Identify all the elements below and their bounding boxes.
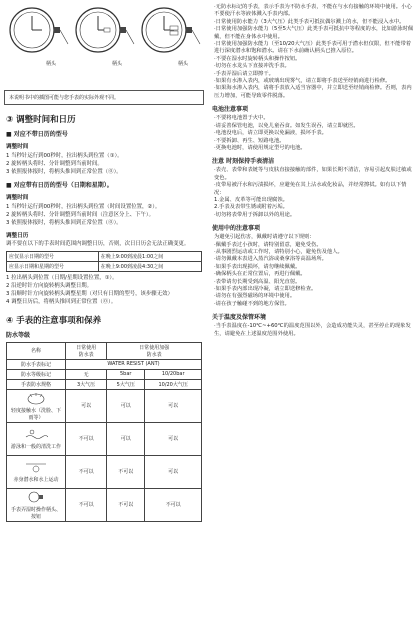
section-3-title: ③ 调整时间和日历 xyxy=(6,115,76,125)
water-note: ·不要在湿水时旋转柄头和操作按钮。 xyxy=(214,55,301,62)
table-row xyxy=(7,379,202,389)
water-note: ·无防水标记的手表，表示手表为不防水手表，不能在与水有接触的环境中使用。小心不要使汗水等液体溅入手表内部。 xyxy=(214,4,412,18)
table-cell: 应显示日期和星期的型号 xyxy=(7,261,99,271)
watch-illustrations xyxy=(4,4,204,88)
battery-note: ·请妥善保管电池，以免儿童吞食。如发生误吞，请立即就医。 xyxy=(214,122,359,129)
table-cell: 可以 xyxy=(107,422,145,455)
table-row xyxy=(7,389,202,422)
table-cell: 可以 xyxy=(145,389,202,422)
table-cell: 无 xyxy=(66,369,107,379)
caution-note: ·切勿将表带用于拆卸以外的用途。 xyxy=(214,211,296,218)
calendar-heading: ■ 对应带有日历的型号（日期和星期）。 xyxy=(6,182,113,189)
table-cell: 应仅显示日期的型号 xyxy=(7,251,99,261)
instruction-line: 1 拉出柄头到位置（日期/星期设置位置，①）。 xyxy=(6,274,118,281)
table-row xyxy=(7,359,202,369)
watch-illustration-3 xyxy=(138,4,204,66)
table-cell: 不可以 xyxy=(107,488,145,521)
water-note: ·如果海水渗入表内，请将手表放入适当容器中，并立即送至经销商检修。否则，表内压力增加，可能导致零件脱落。 xyxy=(214,85,412,99)
water-note: ·如果有水渗入表内，或玻璃出现雾气，请立即将手表送至经销商进行检修。 xyxy=(214,78,391,85)
activity-label: 轻度接触水（洗脸、下雨等） xyxy=(10,407,61,421)
battery-note: ·更换电池时，请使用规定型号的电池。 xyxy=(214,144,306,151)
battery-note: ·不要将电池置于火中。 xyxy=(214,115,269,122)
table-header: 日常使用 防水表 xyxy=(66,342,107,359)
activity-cell xyxy=(7,422,66,455)
table-row xyxy=(7,261,202,271)
time-heading: 调整时间 xyxy=(6,144,29,150)
usage-note: ·请在孩子触碰不到的地方保管。 xyxy=(214,300,290,307)
table-cell: 可以 xyxy=(66,389,107,422)
instruction-line: 2 旋转柄头将时、分针调整到当前时间（注意区分上、下午）。 xyxy=(6,212,154,218)
calendar-time-table xyxy=(6,251,202,272)
instruction-line: 3 依照报体报时，将柄头推回到正常位置（⓪）。 xyxy=(6,169,122,175)
instruction-line: 2 沿逆时针方向旋转柄头调整日期。 xyxy=(6,282,93,289)
table-cell: 10/20大气压 xyxy=(145,379,202,389)
no-calendar-heading: ■ 对应不带日历的型号 xyxy=(6,131,68,138)
calendar-warning: 调不要在以下的手表时间范围内调整日历，否则，次日日历会无法正确变更。 xyxy=(6,241,190,247)
hand-washing-icon xyxy=(26,391,46,405)
table-header: 名称 xyxy=(7,342,66,359)
table-cell: 可以 xyxy=(145,422,202,455)
caution-heading: 注意 时刻保持手表清洁 xyxy=(212,158,275,166)
instruction-line: 1 当秒针运行到00秒时，拉出柄头到位置（①）。 xyxy=(6,153,123,159)
battery-heading: 电池注意事项 xyxy=(212,106,249,114)
table-row xyxy=(7,455,202,488)
table-cell: 不可以 xyxy=(66,422,107,455)
usage-note: ·如果手表出现损坏，请勿继续佩戴。 xyxy=(214,263,301,270)
caution-note: ·皮带易被汗水和污渍损坏，应避免在其上沾水或化妆品，并经常擦拭。如有以下情况： xyxy=(214,182,407,196)
water-note: ·日常使用加强防水能力（5至5大气压）此类手表可抵抗中等程度的水，比如游泳时佩戴，但不能在身体水中使用。 xyxy=(214,26,414,40)
water-resistance-table xyxy=(6,342,202,522)
activity-cell xyxy=(7,389,66,422)
table-cell: 手表防水规格 xyxy=(7,379,66,389)
activity-label: 赤身潜水和水上运动 xyxy=(13,477,59,484)
table-cell: 不可以 xyxy=(66,488,107,521)
instruction-line: 1 当秒针运行到00秒时，拉出柄头到位置（时间设置位置，②）。 xyxy=(6,204,161,210)
table-cell: 3大气压 xyxy=(66,379,107,389)
water-resistance-heading: 防水等级 xyxy=(6,331,31,339)
table-cell: 防水手表标记 xyxy=(7,359,66,369)
calendar-adjust-heading: 调整日历 xyxy=(6,233,29,239)
right-column xyxy=(212,4,414,338)
battery-note: ·不要拆卸、再生、短路电池。 xyxy=(214,137,285,144)
water-note: ·手表弄湿后请立即擦干。 xyxy=(214,70,274,77)
instruction-line: 2 旋转柄头将时、分针调整到当前时间。 xyxy=(6,161,103,167)
activity-cell xyxy=(7,488,66,521)
crown-label: 柄头 xyxy=(178,61,189,67)
table-row xyxy=(7,369,202,379)
time-heading-2: 调整时间 xyxy=(6,195,29,201)
usage-heading: 使用中的注意事项 xyxy=(212,225,261,233)
table-cell: 不可以 xyxy=(145,488,202,521)
activity-label: 游泳和一般的清洗工作 xyxy=(10,444,61,451)
caution-note: 1.金属、皮革等可能出现腐蚀。 xyxy=(214,196,288,203)
temperature-note: ·当手表温度在-10℃~+60℃的温度范围以外，会造成功能失灵，甚至停止的现象发生，请避免在上述温度范围外使用。 xyxy=(214,323,411,337)
table-row xyxy=(7,488,202,521)
crown-label: 柄头 xyxy=(46,61,57,67)
table-cell: 防水等级标记 xyxy=(7,369,66,379)
illustration-note: 本说明书中的插图可能与您手表的实际外观不同。 xyxy=(4,90,204,105)
table-cell: 可以 xyxy=(107,389,145,422)
left-column xyxy=(4,4,204,522)
usage-intro: 为避免引起伤害，佩戴时请遵守以下规则： xyxy=(214,234,315,241)
usage-note: ·佩戴手表过小孩时，请特别留意，避免受伤。 xyxy=(214,241,322,248)
table-cell: 10/20bar xyxy=(145,369,202,379)
table-row xyxy=(7,422,202,455)
section-4-title: ④ 手表的注意事项和保养 xyxy=(6,315,102,326)
table-cell: 在晚上9:00到凌晨4:30之间 xyxy=(98,261,201,271)
instruction-line: 3 沿顺时针方向旋转柄头调整星期（对只有日期的型号，该步骤无效） xyxy=(6,290,173,297)
caution-note: ·表壳、表带和表链等与皮肤直接接触的部件，如果长期不清洁，容易引起皮肤过敏或变色。 xyxy=(214,167,412,181)
usage-note: ·确保柄头在正常位置后，再进行佩戴。 xyxy=(214,271,306,278)
watch-illustration-2 xyxy=(72,4,138,66)
water-note: ·日常使用防水能力（3大气压）此类手表可抵抗偶尔溅上的水，但不能浸入水中。 xyxy=(214,18,405,25)
table-row xyxy=(7,251,202,261)
crown-label: 柄头 xyxy=(112,61,123,67)
table-header: 日常使用加强 防水表 xyxy=(107,342,202,359)
temperature-heading: 关于温度及保管环境 xyxy=(212,314,267,322)
table-cell: 可以 xyxy=(145,455,202,488)
instruction-line: 3 依照报体报时，将柄头推回到正常位置（⓪）。 xyxy=(6,220,122,226)
usage-note: ·请勿佩戴本表进入蒸汽浴或桑拿浴等高温场所。 xyxy=(214,256,327,263)
diving-icon xyxy=(24,460,48,474)
watch-illustration-1 xyxy=(6,4,72,66)
table-cell: 不可以 xyxy=(66,455,107,488)
water-note: ·日常使用加强防水能力（至10/20大气压）此类手表可用于潜水但仅限，但不能带着进行深度潜水和饱和潜水。请在下水前确认柄头已推入原位。 xyxy=(214,41,412,55)
table-cell: 5bar xyxy=(107,369,145,379)
usage-note: ·如果手表内部出现冷凝，请立即送修检查。 xyxy=(214,286,317,292)
water-note: ·切勿在水龙头下直接冲洗手表。 xyxy=(214,63,290,70)
battery-note: ·电池没电后，请立即更换以免漏液，损坏手表。 xyxy=(214,130,327,137)
usage-note: ·请勿在有强烈磁场的环境中使用。 xyxy=(214,293,296,300)
activity-label: 手表弄湿时操作柄头、按钮 xyxy=(10,506,61,520)
usage-note: ·表带请勿长期受到高温、阳光直射。 xyxy=(214,278,301,285)
crown-operation-icon xyxy=(26,490,46,504)
table-cell: 不可以 xyxy=(107,455,145,488)
usage-note: ·从事剧烈运动或工作时，请特别小心，避免伤及他人。 xyxy=(214,248,343,255)
table-cell: 在晚上9:00到凌晨1:00之间 xyxy=(98,251,201,261)
swimming-icon xyxy=(24,427,48,441)
activity-cell xyxy=(7,455,66,488)
table-header-row xyxy=(7,342,202,359)
table-cell: WATER RESIST (ANT) xyxy=(66,359,202,369)
instruction-line: 4 调整日历后，将柄头推回到正常位置（⓪）。 xyxy=(6,298,117,305)
table-cell: 5大气压 xyxy=(107,379,145,389)
caution-note: 2.手表及表带生锈或附着污垢。 xyxy=(214,204,288,211)
